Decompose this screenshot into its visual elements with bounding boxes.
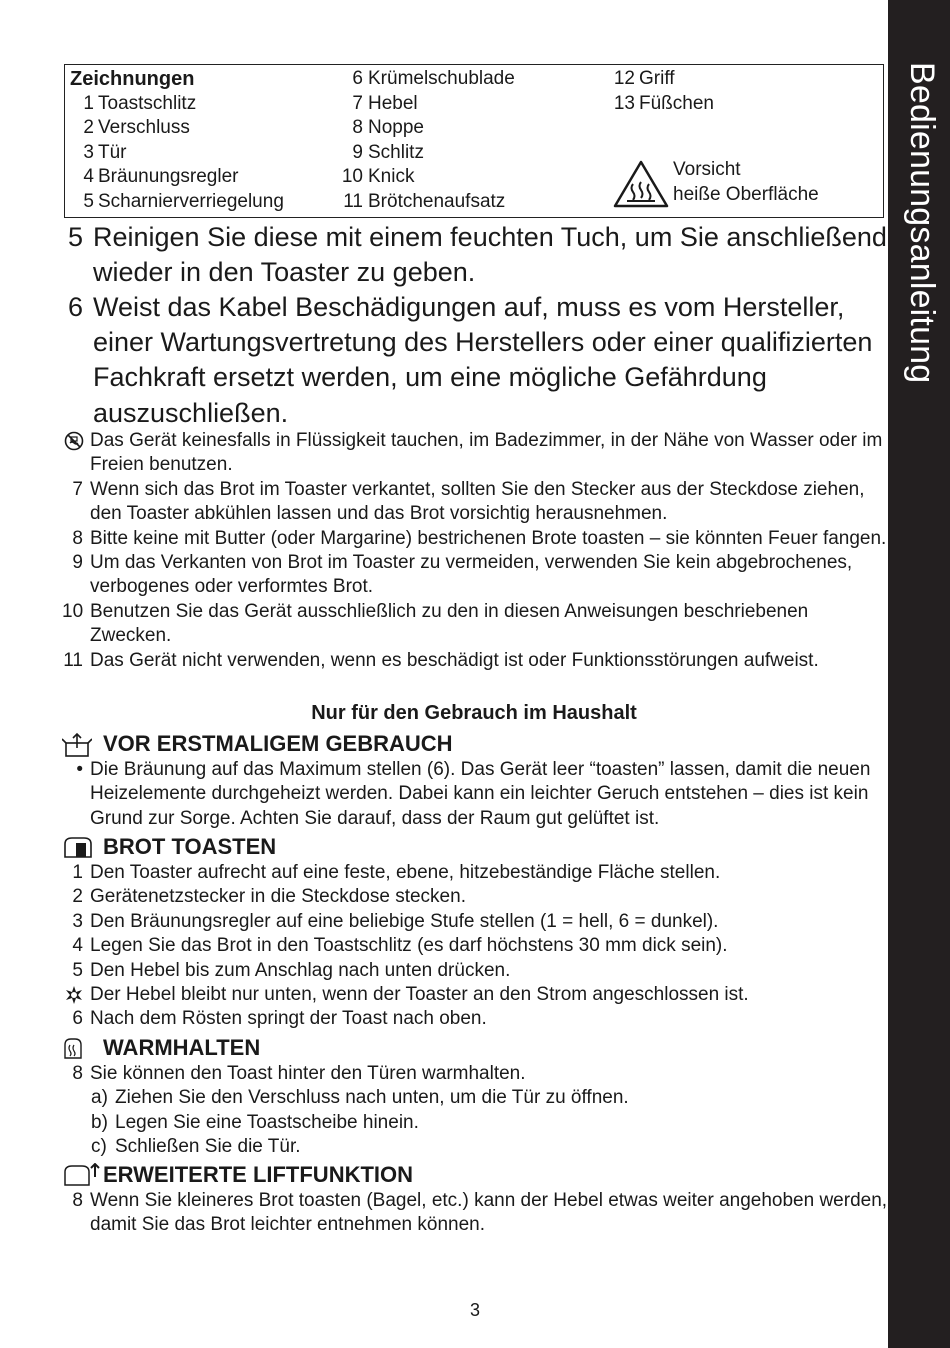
list-item: 8 Wenn Sie kleineres Brot toasten (Bagel, etc.) kann der Hebel etwas weiter angehoben werden, damit Sie das Brot leichter entnehmen können. bbox=[72, 1190, 888, 1236]
list-item: 8 Bitte keine mit Butter (oder Margarine) bestrichenen Brote toasten – sie könnten Feuer fangen. bbox=[72, 527, 887, 549]
lift-list bbox=[62, 1189, 888, 1238]
warm-list bbox=[62, 1062, 888, 1160]
no-immersion-icon bbox=[64, 431, 84, 451]
keep-warm-icon bbox=[62, 1036, 92, 1060]
instruction-item-6: 6 Weist das Kabel Beschädigungen auf, muss es vom Hersteller, einer Wartungsvertretung des Herstellers oder einer qualifizierten Fachkraft ersetzt werden, um eine mögliche Gefährdung auszuschließen. bbox=[68, 292, 873, 428]
legend-item: 8 Noppe bbox=[352, 117, 424, 139]
lift-toast-icon bbox=[62, 1163, 100, 1187]
no-water-warning: Das Gerät keinesfalls in Flüssigkeit tauchen, im Badezimmer, in der Nähe von Wasser oder im Freien benutzen. bbox=[62, 429, 888, 478]
list-item: • Die Bräunung auf das Maximum stellen (6). Das Gerät leer “toasten” lassen, damit die neuen Heizelemente durchgeheizt werden. Dabei kann ein leichter Geruch entstehen – dies ist kein Grund zur Sorge. Achten Sie darauf, dass der Raum gut gelüftet ist. bbox=[62, 758, 888, 831]
bullet-icon: • bbox=[76, 759, 83, 780]
legend-item: 11 Brötchenaufsatz bbox=[343, 190, 506, 212]
legend-item: 7 Hebel bbox=[352, 92, 418, 114]
list-item: 1 Den Toaster aufrecht auf eine feste, ebene, hitzebeständige Fläche stellen. bbox=[72, 862, 721, 883]
list-item: 4 Legen Sie das Brot in den Toastschlitz (es darf höchstens 30 mm dick sein). bbox=[72, 935, 728, 957]
sub-item: a) Ziehen Sie den Verschluss nach unten, um die Tür zu öffnen. bbox=[91, 1087, 629, 1109]
legend-item: 1 Toastschlitz bbox=[83, 92, 197, 114]
first-use-list bbox=[62, 758, 888, 831]
household-only-note: Nur für den Gebrauch im Haushalt bbox=[311, 702, 637, 724]
page-number: 3 bbox=[469, 1300, 480, 1320]
sub-item: b) Legen Sie eine Toastscheibe hinein. bbox=[91, 1111, 419, 1133]
hot-surface-warning-icon bbox=[613, 160, 669, 208]
list-item: 8 Sie können den Toast hinter den Türen warmhalten. bbox=[72, 1063, 526, 1084]
legend-box bbox=[64, 64, 884, 218]
lever-note: Der Hebel bleibt nur unten, wenn der Toaster an den Strom angeschlossen ist. bbox=[62, 983, 888, 1007]
legend-column-2 bbox=[341, 67, 515, 215]
list-item: 5 Den Hebel bis zum Anschlag nach unten drücken. bbox=[72, 959, 511, 981]
power-star-icon bbox=[64, 985, 84, 1005]
legend-item: 12 Griff bbox=[613, 68, 675, 89]
legend-heading: Zeichnungen bbox=[70, 68, 195, 90]
legend-item: 6 Krümelschublade bbox=[352, 68, 515, 89]
list-item: 6 Nach dem Rösten springt der Toast nach oben. bbox=[72, 1008, 487, 1030]
list-item: 2 Gerätenetzstecker in die Steckdose stecken. bbox=[72, 886, 466, 908]
list-item: 7 Wenn sich das Brot im Toaster verkantet, sollten Sie den Stecker aus der Steckdose ziehen, den Toaster abkühlen lassen und das Brot vorsichtig herausnehmen. bbox=[72, 478, 865, 525]
legend-item: 13 Füßchen bbox=[613, 92, 714, 114]
legend-column-3 bbox=[613, 67, 714, 116]
unpack-box-icon bbox=[62, 732, 92, 758]
list-item: 11 Das Gerät nicht verwenden, wenn es beschädigt ist oder Funktionsstörungen aufweist. bbox=[63, 649, 819, 671]
list-item: 10 Benutzen Sie das Gerät ausschließlich zu den in diesen Anweisungen beschriebenen Zwecken. bbox=[62, 600, 809, 647]
sub-item: c) Schließen Sie die Tür. bbox=[91, 1136, 301, 1158]
side-tab-title: Bedienungsanleitung bbox=[903, 62, 941, 384]
legend-item: 4 Bräunungsregler bbox=[83, 166, 239, 188]
legend-item: 2 Verschluss bbox=[83, 117, 190, 139]
legend-item: 9 Schlitz bbox=[352, 141, 424, 163]
legend-column-1 bbox=[70, 67, 284, 215]
legend-item: 10 Knick bbox=[341, 166, 415, 188]
safety-list bbox=[62, 429, 888, 673]
caution-text: Vorsicht heiße Oberfläche bbox=[673, 159, 819, 205]
list-item: 9 Um das Verkanten von Brot im Toaster zu vermeiden, verwenden Sie kein abgebrochenes, verbogenes oder verformtes Brot. bbox=[72, 552, 853, 598]
legend-item: 3 Tür bbox=[83, 141, 127, 163]
list-item: 3 Den Bräunungsregler auf eine beliebige Stufe stellen (1 = hell, 6 = dunkel). bbox=[72, 910, 719, 932]
toaster-icon bbox=[62, 835, 94, 859]
toast-list bbox=[62, 861, 888, 1032]
legend-item: 5 Scharnierverriegelung bbox=[83, 190, 284, 212]
instruction-item-5: 5 Reinigen Sie diese mit einem feuchten Tuch, um Sie anschließend wieder in den Toaster zu geben. bbox=[68, 222, 887, 288]
